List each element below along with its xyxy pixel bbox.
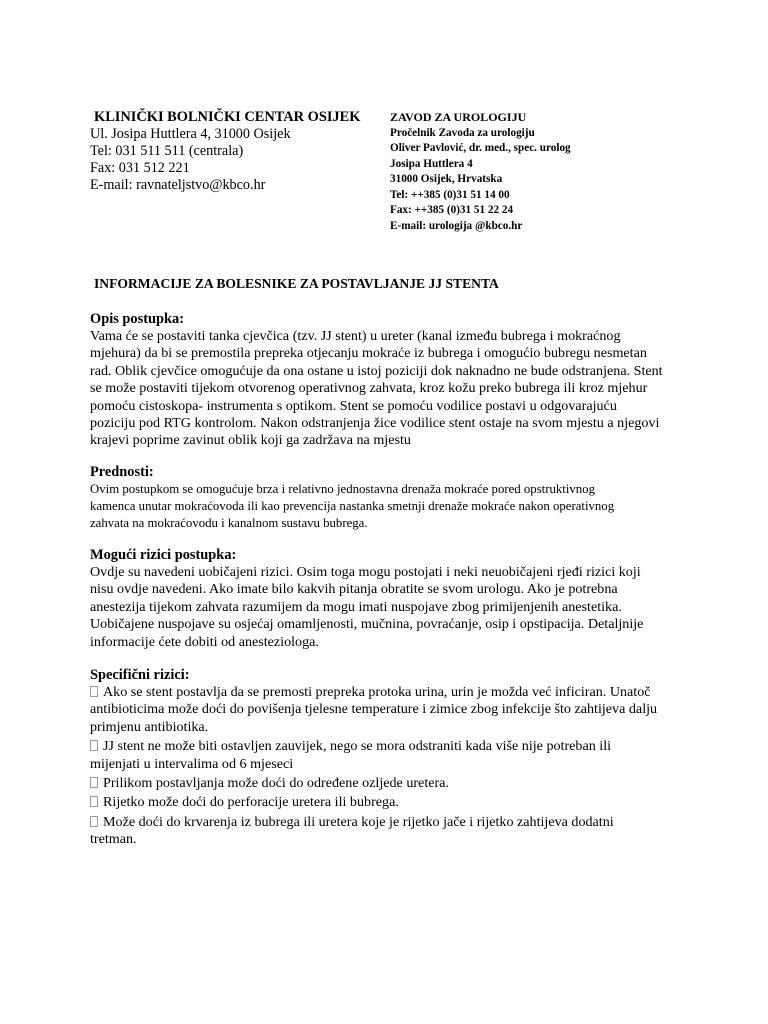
risk-text: JJ stent ne može biti ostavljen zauvijek, nego se mora odstraniti kada više nije potreban ili [103,738,612,755]
missing-glyph-box-icon [90,796,98,807]
risk-text: Ako se stent postavlja da se premosti prepreka protoka urina, urin je možda već inficiran. Unatoč [103,684,651,700]
risk-list-item [90,738,670,773]
paragraph-line: mjehura) da bi se premostila prepreka otjecanju mokraće iz bubrega i omogućio bubregu nesmetan [90,345,647,362]
risk-text: Može doći do krvarenja iz bubrega ili uretera koje je rijetko jače i rijetko zahtijeva dodatni [103,813,614,830]
paragraph-line: anestezija tijekom zahvata razumijem da mogu imati nuspojave zbog primijenjenih anestetika. [90,598,622,615]
paragraph-line: krajevi poprime zavinut oblik koji ga zadržava na mjestu [90,432,411,449]
specific-risks-section [90,666,670,851]
department-city: 31000 Osijek, Hrvatska [390,173,503,185]
paragraph-line: nisu ovdje navedeni. Ako imate bilo kakvih pitanja obratite se svom urologu. Ako je potrebna [90,581,618,598]
risk-list-item [90,814,670,849]
missing-glyph-box-icon [90,740,98,751]
hospital-email: E-mail: ravnateljstvo@kbco.hr [90,177,266,193]
risk-text: mijenjati u intervalima od 6 mjeseci [90,755,294,772]
hospital-name: KLINIČKI BOLNIČKI CENTAR OSIJEK [94,109,361,125]
risk-list-item [90,684,670,736]
department-email: E-mail: urologija @kbco.hr [390,219,523,232]
document-title: INFORMACIJE ZA BOLESNIKE ZA POSTAVLJANJE JJ STENTA [94,276,499,291]
procedure-description-section [90,310,670,450]
risk-text: Rijetko može doći do perforacije uretera ili bubrega. [103,794,399,811]
paragraph-line: Vama će se postaviti tanka cjevčica (tzv. JJ stent) u ureter (kanal između bubrega i mokraćnog [90,328,621,344]
paragraph-line: informacije ćete dobiti od anesteziologa. [90,633,319,650]
hospital-fax: Fax: 031 512 221 [90,160,190,176]
department-name: ZAVOD ZA UROLOGIJU [390,110,527,124]
paragraph-line: Uobičajene nuspojave su osjećaj omamljenosti, mučnina, povraćanje, osip i opstipacija. Detaljnije [90,616,644,633]
paragraph-line: rad. Oblik cjevčice omogućuje da ona ostane u istoj poziciji dok naknadno ne bude odstranjena. Stent [90,362,663,379]
section-heading: Mogući rizici postupka: [90,547,237,563]
risk-text: primjenu antibiotika. [90,718,209,735]
possible-risks-section [90,546,670,651]
section-heading: Opis postupka: [90,311,184,327]
department-street: Josipa Huttlera 4 [390,157,473,170]
hospital-phone: Tel: 031 511 511 (centrala) [90,143,244,159]
paragraph-line: kamenca unutar mokraćovoda ili kao prevencija nastanka smetnji drenaže mokraće nakon operativnog [90,499,615,513]
section-heading: Specifični rizici: [90,667,190,683]
paragraph-line: zahvata na mokraćovodu i kanalnom sustavu bubrega. [90,516,368,530]
paragraph-line: pomoću cistoskopa- instrumenta s optikom. Stent se pomoću vodilice postavi u odgovarajuću [90,397,617,414]
risk-list-item [90,775,670,792]
risk-text: tretman. [90,831,137,848]
department-header [390,110,690,234]
risk-text: Prilikom postavljanja može doći do određene ozljede uretera. [103,775,449,792]
paragraph-line: Ovdje su navedeni uobičajeni rizici. Osim toga mogu postojati i neki neuobičajeni rjeđi rizici koji [90,564,641,580]
risk-text: antibioticima može doći do povišenja tjelesne temperature i zimice zbog infekcije što zahtijeva dalju [90,701,658,718]
risk-list-item [90,794,670,811]
paragraph-line: se može postaviti tijekom otvorenog operativnog zahvata, kroz kožu preko bubrega ili kroz mjehur [90,380,648,397]
advantages-section [90,463,670,532]
hospital-address: Ul. Josipa Huttlera 4, 31000 Osijek [90,126,291,142]
paragraph-line: Ovim postupkom se omogućuje brza i relativno jednostavna drenaža mokraće pored opstruktivnog [90,482,595,496]
department-head-title: Pročelnik Zavoda za urologiju [390,126,535,139]
department-head-name: Oliver Pavlović, dr. med., spec. urolog [390,142,571,154]
missing-glyph-box-icon [90,777,98,788]
missing-glyph-box-icon [90,686,98,697]
department-phone: Tel: ++385 (0)31 51 14 00 [390,188,510,201]
department-fax: Fax: ++385 (0)31 51 22 24 [390,204,514,216]
section-heading: Prednosti: [90,464,154,480]
paragraph-line: poziciju pod RTG kontrolom. Nakon odstranjenja žice vodilice stent ostaje na svom mjestu a njegovi [90,415,660,432]
missing-glyph-box-icon [90,816,98,827]
hospital-header [90,109,380,194]
